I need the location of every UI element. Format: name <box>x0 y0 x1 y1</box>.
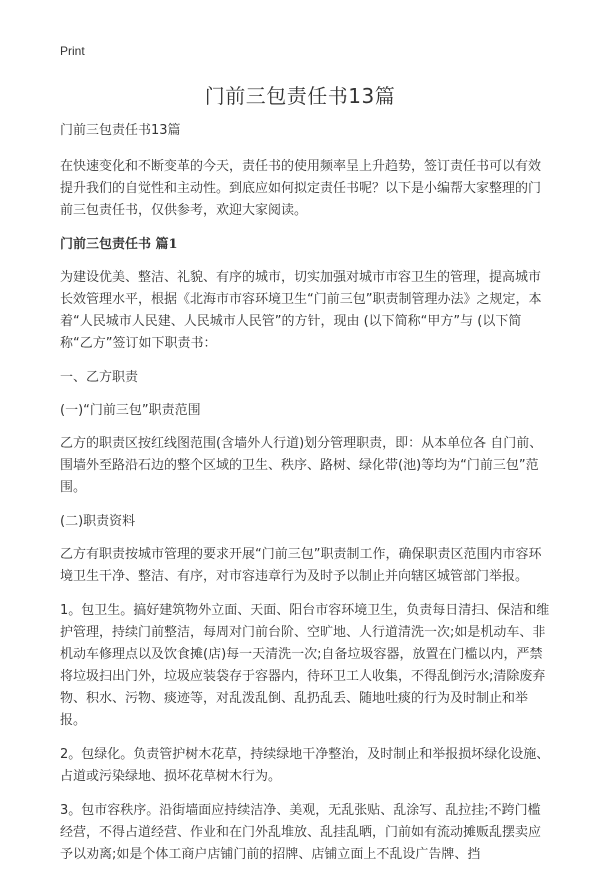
document-body <box>60 120 550 878</box>
paragraph-1: 为建设优美、整洁、礼貌、有序的城市，切实加强对城市市容卫生的管理，提高城市长效管理水平，根据《北海市市容环境卫生“门前三包”职责制管理办法》之规定，本着“人民城市人民建、人民城市人民管”的方针，现由 (以下简称“甲方”与 (以下简称“乙方”签订如下职责书： <box>60 270 542 351</box>
list-item-3: 3。包市容秩序。沿街墙面应持续洁净、美观，无乱张贴、乱涂写、乱拉挂;不跨门槛经营，不得占道经营、作业和在门外乱堆放、乱挂乱晒，门前如有流动摊贩乱摆卖应予以劝离;如是个体工商户店铺门前的招牌、店铺立面上不乱设广告牌、挡 <box>60 803 542 862</box>
heading-1: 一、乙方职责 <box>60 370 139 385</box>
print-link[interactable]: Print <box>60 44 85 58</box>
section-heading: 门前三包责任书 篇1 <box>60 237 178 252</box>
list-item-2: 2。包绿化。负责管护树木花草，持续绿地干净整治，及时制止和举报损坏绿化设施、占道或污染绿地、损坏花草树木行为。 <box>60 747 550 784</box>
document-subtitle: 门前三包责任书13篇 <box>60 123 181 138</box>
intro-paragraph: 在快速变化和不断变革的今天，责任书的使用频率呈上升趋势，签订责任书可以有效提升我们的自觉性和主动性。到底应如何拟定责任书呢？以下是小编帮大家整理的门前三包责任书，仅供参考，欢迎大家阅读。 <box>60 159 542 218</box>
heading-1-1: (一)“门前三包”职责范围 <box>60 403 201 418</box>
paragraph-3: 乙方有职责按城市管理的要求开展“门前三包”职责制工作，确保职责区范围内市容环境卫生干净、整洁、有序，对市容违章行为及时予以制止并向辖区城管部门举报。 <box>60 547 542 584</box>
list-item-1: 1。包卫生。搞好建筑物外立面、天面、阳台市容环境卫生，负责每日清扫、保洁和维护管理，持续门前整洁，每周对门前台阶、空旷地、人行道清洗一次;如是机动车、非机动车修理点以及饮食摊(店)每一天清洗一次;自备垃圾容器，放置在门槛以内，严禁将垃圾扫出门外，垃圾应装袋存于容器内，待环卫工人收集，不得乱倒污水;清除废弃物、积水、污物、痰迹等，对乱泼乱倒、乱扔乱丢、随地吐痰的行为及时制止和举报。 <box>60 603 550 728</box>
page-title: 门前三包责任书13篇 <box>204 84 396 108</box>
paragraph-2: 乙方的职责区按红线图范围(含墙外人行道)划分管理职责，即：从本单位各 自门前、围墙外至路沿石边的整个区域的卫生、秩序、路树、绿化带(池)等均为“门前三包”范围。 <box>60 436 543 495</box>
heading-1-2: (二)职责资料 <box>60 514 136 529</box>
